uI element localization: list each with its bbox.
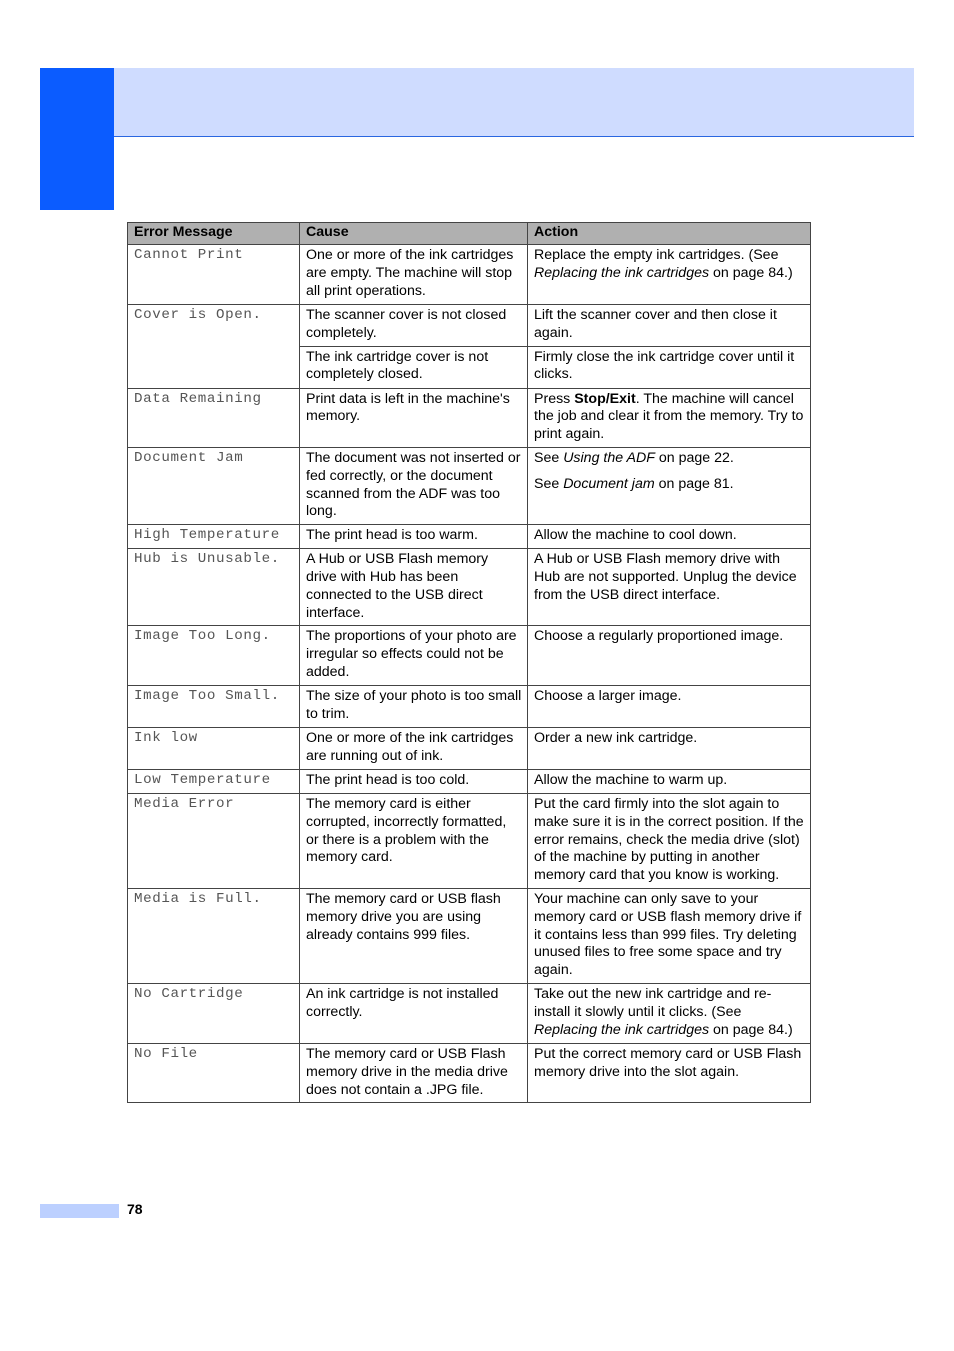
action-text: Take out the new ink cartridge and re-install it slowly until it clicks. (See	[534, 985, 772, 1020]
error-action: Order a new ink cartridge.	[528, 727, 811, 769]
error-message: Image Too Long.	[128, 626, 300, 686]
error-action: Put the card firmly into the slot again to make sure it is in the correct position. If the error remains, check the media drive (slot) of the machine by putting in another memory card that you know is working.	[528, 793, 811, 888]
error-message: High Temperature	[128, 525, 300, 549]
error-message: Document Jam	[128, 447, 300, 524]
error-action: Your machine can only save to your memory card or USB flash memory drive if it contains less than 999 files. Try deleting unused files to free some space and try again.	[528, 888, 811, 983]
error-action: Choose a regularly proportioned image.	[528, 626, 811, 686]
table-row	[128, 549, 811, 626]
table-row	[128, 245, 811, 305]
table-row	[128, 983, 811, 1043]
error-action: Put the correct memory card or USB Flash memory drive into the slot again.	[528, 1043, 811, 1102]
error-cause: An ink cartridge is not installed correctly.	[300, 983, 528, 1043]
error-message: Ink low	[128, 727, 300, 769]
action-text: Replace the empty ink cartridges. (See	[534, 247, 779, 263]
action-text: on page 81.	[654, 475, 734, 492]
error-action	[528, 388, 811, 447]
action-text: on page 22.	[654, 449, 734, 466]
error-cause: The scanner cover is not closed completely.	[300, 305, 528, 347]
error-cause: A Hub or USB Flash memory drive with Hub has been connected to the USB direct interface.	[300, 549, 528, 626]
error-cause: The print head is too warm.	[300, 525, 528, 549]
header-cause: Cause	[300, 223, 528, 245]
error-action: Lift the scanner cover and then close it again.	[528, 305, 811, 347]
table-row	[128, 525, 811, 549]
error-cause: The memory card is either corrupted, incorrectly formatted, or there is a problem with the memory card.	[300, 793, 528, 888]
chapter-tab-block	[40, 68, 114, 210]
error-message: Media is Full.	[128, 888, 300, 983]
error-message: Cover is Open.	[128, 305, 300, 389]
error-action	[528, 245, 811, 305]
error-message: Cannot Print	[128, 245, 300, 305]
error-cause: The memory card or USB flash memory drive you are using already contains 999 files.	[300, 888, 528, 983]
table-row	[128, 388, 811, 447]
action-text: on page 84.)	[709, 1021, 793, 1038]
header-error-message: Error Message	[128, 223, 300, 245]
table-row	[128, 686, 811, 728]
error-action: Allow the machine to warm up.	[528, 769, 811, 793]
header-band	[114, 68, 914, 137]
table-row	[128, 727, 811, 769]
error-cause: The size of your photo is too small to trim.	[300, 686, 528, 728]
table-row	[128, 305, 811, 347]
action-text: See	[534, 475, 564, 492]
action-text: on page 84.)	[709, 264, 793, 281]
error-message: Media Error	[128, 793, 300, 888]
error-action: Choose a larger image.	[528, 686, 811, 728]
page-number: 78	[127, 1201, 143, 1217]
table-row	[128, 447, 811, 524]
cross-reference: Replacing the ink cartridges	[534, 1021, 710, 1038]
header-action: Action	[528, 223, 811, 245]
table-header-row	[128, 223, 811, 245]
error-message: Hub is Unusable.	[128, 549, 300, 626]
error-action	[528, 983, 811, 1043]
table-row	[128, 769, 811, 793]
footer-bar	[40, 1204, 119, 1218]
error-message: Data Remaining	[128, 388, 300, 447]
action-text: . The machine will cancel the job and clear it from the memory. Try to print again.	[534, 390, 804, 443]
error-message: Image Too Small.	[128, 686, 300, 728]
error-cause: One or more of the ink cartridges are running out of ink.	[300, 727, 528, 769]
table-row	[128, 888, 811, 983]
cross-reference: Document jam	[563, 475, 655, 492]
error-message: No File	[128, 1043, 300, 1102]
table-row	[128, 626, 811, 686]
error-cause: The proportions of your photo are irregular so effects could not be added.	[300, 626, 528, 686]
error-cause: One or more of the ink cartridges are empty. The machine will stop all print operations.	[300, 245, 528, 305]
table-row	[128, 1043, 811, 1102]
error-action: A Hub or USB Flash memory drive with Hub are not supported. Unplug the device from the USB direct interface.	[528, 549, 811, 626]
error-cause: The print head is too cold.	[300, 769, 528, 793]
error-cause: The memory card or USB Flash memory drive in the media drive does not contain a .JPG file.	[300, 1043, 528, 1102]
error-action: Allow the machine to cool down.	[528, 525, 811, 549]
key-label: Stop/Exit	[574, 390, 636, 407]
error-message: No Cartridge	[128, 983, 300, 1043]
error-cause: Print data is left in the machine's memory.	[300, 388, 528, 447]
error-cause: The ink cartridge cover is not completely closed.	[300, 346, 528, 388]
error-action	[528, 447, 811, 524]
action-text: See	[534, 449, 564, 466]
table-row	[128, 793, 811, 888]
action-text: Press	[534, 390, 575, 407]
error-message: Low Temperature	[128, 769, 300, 793]
cross-reference: Using the ADF	[563, 449, 655, 466]
error-messages-table	[127, 222, 811, 1103]
error-action: Firmly close the ink cartridge cover until it clicks.	[528, 346, 811, 388]
cross-reference: Replacing the ink cartridges	[534, 264, 710, 281]
error-cause: The document was not inserted or fed correctly, or the document scanned from the ADF was too long.	[300, 447, 528, 524]
